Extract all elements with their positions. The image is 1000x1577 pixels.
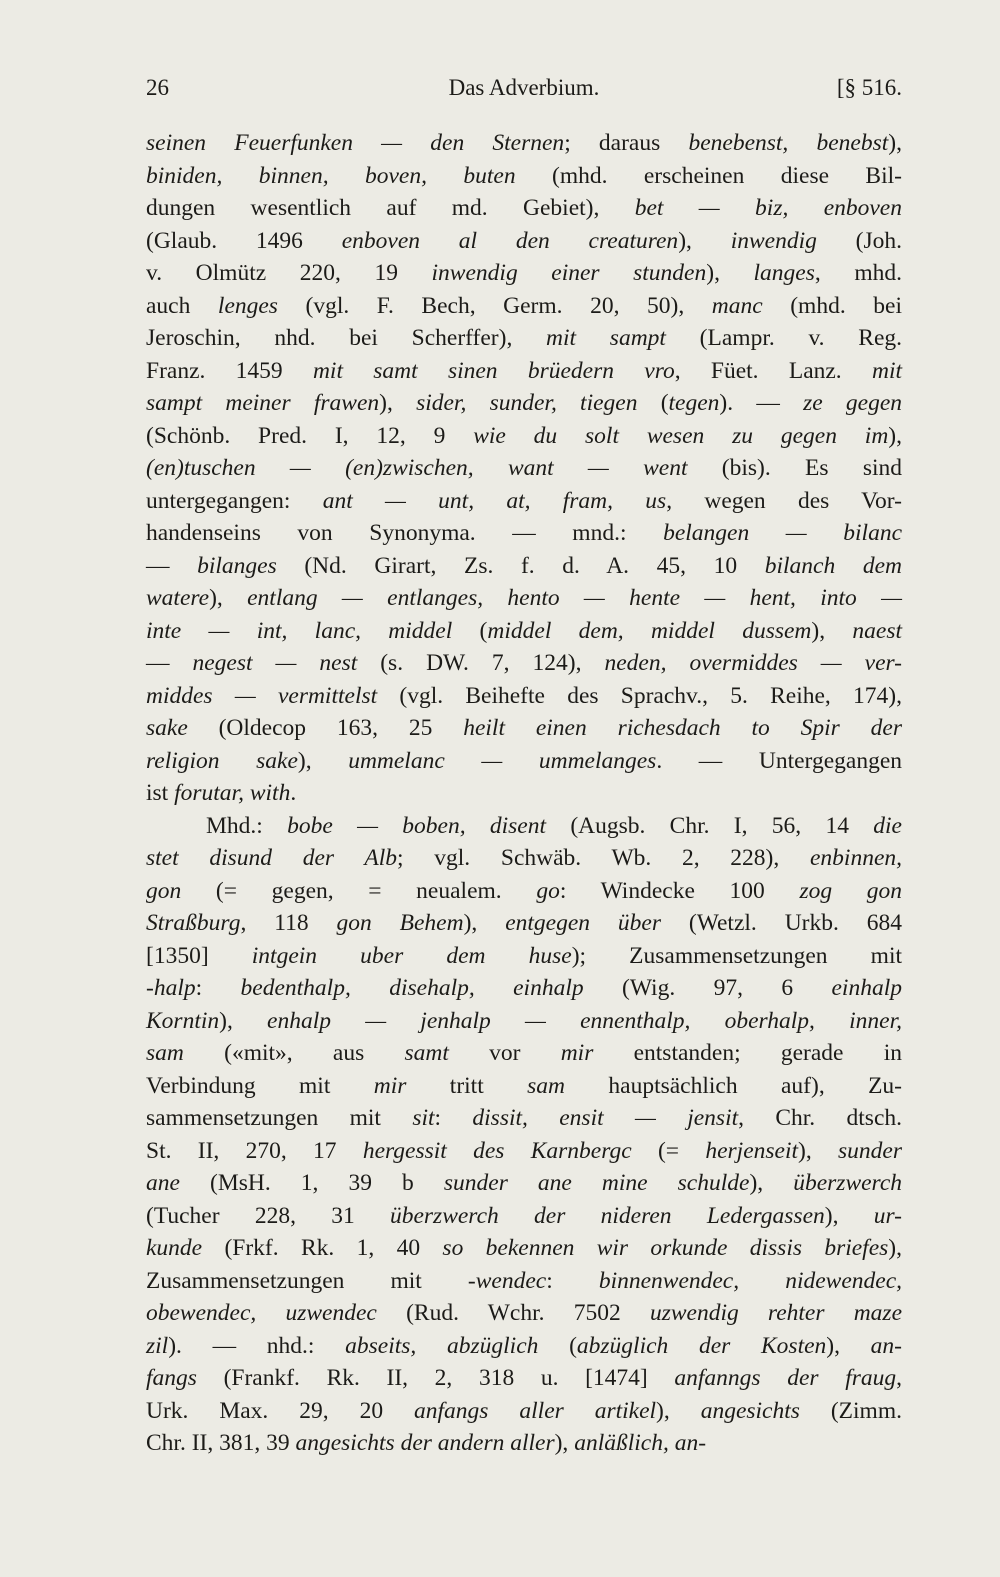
text-run: entstanden; gerade in	[593, 1040, 902, 1066]
running-head	[146, 70, 902, 106]
text-run: vor	[448, 1040, 561, 1066]
text-run: ),	[826, 1332, 871, 1359]
italic-term: intgein uber dem huse	[251, 942, 572, 969]
text-line	[146, 1330, 902, 1363]
italic-term: inwendig einer stunden	[431, 260, 707, 286]
text-line	[146, 517, 902, 550]
text-line	[146, 810, 902, 843]
text-run: (Tucher 228, 31	[146, 1202, 390, 1229]
text-run: untergegangen:	[146, 487, 323, 514]
text-run: ),	[656, 1397, 701, 1424]
text-run: .	[290, 780, 297, 806]
italic-term: sit	[412, 1105, 435, 1131]
italic-term: sunder	[838, 1137, 902, 1164]
text-run: —	[146, 650, 193, 676]
text-line	[146, 420, 902, 453]
text-run: , 118	[240, 910, 337, 936]
text-run: sammensetzungen mit	[146, 1105, 413, 1131]
text-line	[146, 1232, 902, 1265]
text-run: ),	[219, 1007, 268, 1034]
text-run: Franz. 1459	[146, 357, 313, 384]
text-run: (vgl. F. Bech, Germ. 20, 50),	[277, 292, 712, 319]
italic-term: zil	[146, 1332, 169, 1359]
text-run: ,	[896, 1365, 902, 1391]
text-line	[146, 1102, 902, 1135]
text-line	[146, 972, 902, 1005]
text-run: ),	[888, 422, 902, 449]
italic-term: überzwerch der nideren Ledergassen	[389, 1202, 825, 1229]
italic-term: anfanngs der fraug	[674, 1365, 897, 1391]
italic-term: belangen — bilanc	[663, 520, 902, 546]
text-run: Verbindung mit	[146, 1072, 374, 1099]
italic-term: so bekennen wir orkunde dissis briefes	[442, 1235, 889, 1261]
text-line	[146, 160, 902, 193]
text-run: Jeroschin, nhd. bei Scherffer),	[146, 325, 547, 351]
italic-term: watere	[146, 585, 210, 611]
running-title: Das Adverbium.	[448, 75, 600, 100]
italic-term: heilt einen richesdach to Spir der	[463, 715, 902, 741]
text-run: v. Olmütz 220, 19	[146, 260, 432, 286]
text-run: , Füet. Lanz.	[674, 357, 872, 384]
italic-term: ant — unt, at, fram, us	[322, 487, 667, 514]
text-run: (Glaub. 1496	[146, 227, 342, 254]
text-run: (Wetzl. Urkb. 684	[660, 910, 903, 936]
italic-term: middes — vermittelst	[146, 682, 378, 709]
text-run: ),	[463, 910, 506, 936]
text-run: , mhd.	[814, 260, 902, 286]
page-number: 26	[146, 75, 169, 100]
italic-term: religion sake	[146, 747, 298, 774]
text-run: [1350]	[146, 942, 252, 969]
italic-term: zog gon	[799, 877, 902, 904]
text-run: . — Untergegangen	[656, 747, 903, 774]
text-run: (mhd. erscheinen diese Bil-	[515, 162, 902, 189]
italic-term: (en)tuschen — (en)zwischen, want — went	[146, 455, 688, 481]
italic-term: uzwendig rehter maze	[649, 1300, 903, 1326]
italic-term: sam	[146, 1040, 184, 1066]
italic-term: anläßlich, an-	[574, 1430, 707, 1456]
text-run: (= gegen, = neualem.	[181, 877, 537, 904]
text-run: (Augsb. Chr. I, 56, 14	[546, 812, 874, 839]
text-line	[146, 842, 902, 875]
text-run: , Chr. dtsch.	[738, 1105, 903, 1131]
italic-term: die	[873, 812, 902, 839]
italic-term: go	[536, 877, 560, 904]
text-line	[146, 355, 902, 388]
text-line	[146, 1265, 902, 1298]
text-run: dungen wesentlich auf md. Gebiet),	[146, 195, 635, 221]
italic-term: mir	[373, 1072, 407, 1099]
text-run: (Nd. Girart, Zs. f. d. A. 45, 10	[276, 552, 765, 579]
text-run: ),	[798, 1137, 839, 1164]
italic-term: abseits, abzüglich	[345, 1332, 539, 1359]
italic-term: bobe — boben, disent	[287, 812, 547, 839]
text-run: ),	[554, 1430, 575, 1456]
text-line	[146, 1070, 902, 1103]
italic-term: langes	[753, 260, 815, 286]
text-run: (bis). Es sind	[687, 455, 903, 481]
text-line	[146, 1200, 902, 1233]
text-run: (	[538, 1332, 577, 1359]
text-run: ). — nhd.:	[168, 1332, 346, 1359]
italic-term: samt	[404, 1040, 449, 1066]
italic-term: gon	[146, 877, 182, 904]
text-run: (Frankf. Rk. II, 2, 318 u. [1474]	[196, 1365, 675, 1391]
italic-term: middel dem, middel dussem	[487, 617, 812, 644]
italic-term: stet disund der Alb	[146, 845, 397, 871]
text-run: (Frkf. Rk. 1, 40	[202, 1235, 443, 1261]
italic-term: ur-	[873, 1202, 902, 1229]
italic-term: angesichts der andern aller	[295, 1430, 555, 1456]
italic-term: ane	[146, 1170, 180, 1196]
italic-term: hergessit des Karnbergc	[362, 1137, 632, 1164]
text-run: ),	[888, 130, 902, 156]
text-run: :	[195, 975, 241, 1001]
italic-term: obewendec, uzwendec	[146, 1300, 377, 1326]
italic-term: enbinnen,	[809, 845, 902, 871]
text-run: Zusammensetzungen mit	[146, 1267, 468, 1294]
text-line	[146, 712, 902, 745]
text-run: : Windecke 100	[559, 877, 800, 904]
text-run: ist	[146, 780, 175, 806]
italic-term: entgegen über	[505, 910, 661, 936]
text-run: (s. DW. 7, 124),	[357, 650, 605, 676]
text-line	[146, 745, 902, 778]
text-line	[146, 127, 902, 160]
text-run: ),	[749, 1170, 794, 1196]
text-run: (Wig. 97, 6	[583, 975, 832, 1001]
italic-term: herjenseit	[705, 1137, 799, 1164]
text-run: (Lampr. v. Reg.	[665, 325, 902, 351]
italic-term: bilanges	[197, 552, 277, 579]
text-line	[146, 257, 902, 290]
italic-term: negest — nest	[192, 650, 358, 676]
italic-term: forutar, with	[174, 780, 291, 806]
italic-term: inwendig	[730, 227, 817, 254]
italic-term: -wendec	[467, 1267, 547, 1294]
italic-term: fangs	[146, 1365, 197, 1391]
text-line	[146, 1135, 902, 1168]
text-run: handenseins von Synonyma. — mnd.:	[146, 520, 664, 546]
italic-term: mit	[871, 357, 902, 384]
italic-term: dissit, ensit — jensit	[472, 1105, 739, 1131]
text-line	[146, 875, 902, 908]
text-line	[146, 1362, 902, 1395]
text-line	[146, 582, 902, 615]
text-run: auch	[146, 292, 218, 319]
italic-term: sampt meiner frawen	[146, 390, 380, 416]
text-run: ),	[811, 617, 853, 644]
text-run: (Rud. Wchr. 7502	[376, 1300, 650, 1326]
italic-term: sunder ane mine schulde	[443, 1170, 750, 1196]
italic-term: überzwerch	[793, 1170, 903, 1196]
italic-term: wie du solt wesen zu gegen im	[473, 422, 889, 449]
italic-term: ze gegen	[803, 390, 903, 416]
italic-term: biniden, binnen, boven, buten	[146, 162, 516, 189]
text-run: , wegen des Vor-	[666, 487, 902, 514]
text-run: ; vgl. Schwäb. Wb. 2, 228),	[397, 845, 810, 871]
italic-term: an-	[870, 1332, 902, 1359]
text-line	[146, 777, 902, 810]
text-run: tritt	[406, 1072, 528, 1099]
italic-term: mit sampt	[546, 325, 666, 351]
text-line	[146, 485, 902, 518]
italic-term: Straßburg	[146, 910, 241, 936]
text-line	[146, 940, 902, 973]
text-line	[146, 680, 902, 713]
italic-term: ummelanc — ummelanges	[348, 747, 657, 774]
italic-term: inte — int, lanc, middel	[146, 617, 453, 644]
italic-term: binnenwendec, nidewendec,	[598, 1267, 902, 1294]
text-run: Urk. Max. 29, 20	[146, 1397, 415, 1424]
text-run: ),	[888, 1235, 902, 1261]
text-line	[146, 550, 902, 583]
text-line	[146, 225, 902, 258]
text-line	[146, 647, 902, 680]
italic-term: tegen	[668, 390, 720, 416]
italic-term: manc	[711, 292, 763, 319]
text-run: (vgl. Beihefte des Sprachv., 5. Reihe, 174),	[377, 682, 902, 709]
text-line	[146, 1427, 902, 1460]
text-line	[146, 907, 902, 940]
italic-term: mit samt sinen brüedern vro	[312, 357, 675, 384]
italic-term: naest	[852, 617, 903, 644]
text-line	[146, 615, 902, 648]
text-line	[146, 387, 902, 420]
text-run: Chr. II, 381, 39	[146, 1430, 296, 1456]
italic-term: bilanch dem	[764, 552, 902, 579]
text-run: :	[434, 1105, 473, 1131]
italic-term: enboven al den creaturen	[341, 227, 679, 254]
italic-term: -halp	[146, 975, 196, 1001]
text-run: ),	[824, 1202, 874, 1229]
text-run: ),	[379, 390, 417, 416]
text-run: —	[146, 552, 198, 579]
italic-term: enhalp — jenhalp — ennenthalp, oberhalp, inner,	[267, 1007, 902, 1034]
text-run: ). —	[719, 390, 804, 416]
text-run: («mit», aus	[183, 1040, 405, 1066]
text-run: ),	[706, 260, 754, 286]
text-run: (Zimm.	[799, 1397, 902, 1424]
text-line	[146, 1167, 902, 1200]
text-line	[146, 322, 902, 355]
italic-term: sam	[527, 1072, 566, 1099]
italic-term: angesichts	[700, 1397, 800, 1424]
text-line	[146, 1297, 902, 1330]
text-line	[146, 192, 902, 225]
text-line	[146, 290, 902, 323]
text-run: hauptsächlich auf), Zu-	[565, 1072, 903, 1099]
italic-term: anfangs aller artikel	[414, 1397, 657, 1424]
italic-term: bet — biz, enboven	[634, 195, 902, 221]
italic-term: lenges	[217, 292, 278, 319]
italic-term: seinen Feuerfunken — den Sternen	[146, 130, 565, 156]
text-run: (Schönb. Pred. I, 12, 9	[146, 422, 474, 449]
text-run: ),	[297, 747, 349, 774]
text-run: (	[637, 390, 669, 416]
text-run: Mhd.:	[206, 812, 288, 839]
section-reference: [§ 516.	[836, 75, 902, 100]
italic-term: mir	[560, 1040, 594, 1066]
italic-term: benebenst, benebst	[688, 130, 889, 156]
text-line	[146, 1005, 902, 1038]
text-run: (=	[631, 1137, 706, 1164]
text-run: (Joh.	[816, 227, 902, 254]
text-run: ); Zusammensetzungen mit	[571, 942, 903, 969]
text-run: St. II, 270, 17	[146, 1137, 363, 1164]
italic-term: bedenthalp, disehalp, einhalp	[240, 975, 584, 1001]
italic-term: entlang — entlanges, hento — hente — hent, into —	[247, 585, 902, 611]
italic-term: sake	[146, 715, 188, 741]
italic-term: gon Behem	[336, 910, 464, 936]
italic-term: kunde	[146, 1235, 203, 1261]
italic-term: abzüglich der Kosten	[576, 1332, 827, 1359]
text-run: (mhd. bei	[762, 292, 902, 319]
text-run: (	[452, 617, 488, 644]
text-line	[146, 1037, 902, 1070]
italic-term: einhalp	[831, 975, 902, 1001]
text-run: ; daraus	[564, 130, 689, 156]
text-line	[146, 452, 902, 485]
italic-term: Korntin	[146, 1007, 220, 1034]
text-run: :	[546, 1267, 599, 1294]
text-line	[146, 1395, 902, 1428]
italic-term: sider, sunder, tiegen	[416, 390, 638, 416]
body-text	[146, 127, 902, 1460]
text-run: (Oldecop 163, 25	[187, 715, 464, 741]
text-run: (MsH. 1, 39 b	[179, 1170, 444, 1196]
text-run: ),	[678, 227, 731, 254]
italic-term: neden, overmiddes — ver-	[604, 650, 902, 676]
text-run: ),	[209, 585, 248, 611]
